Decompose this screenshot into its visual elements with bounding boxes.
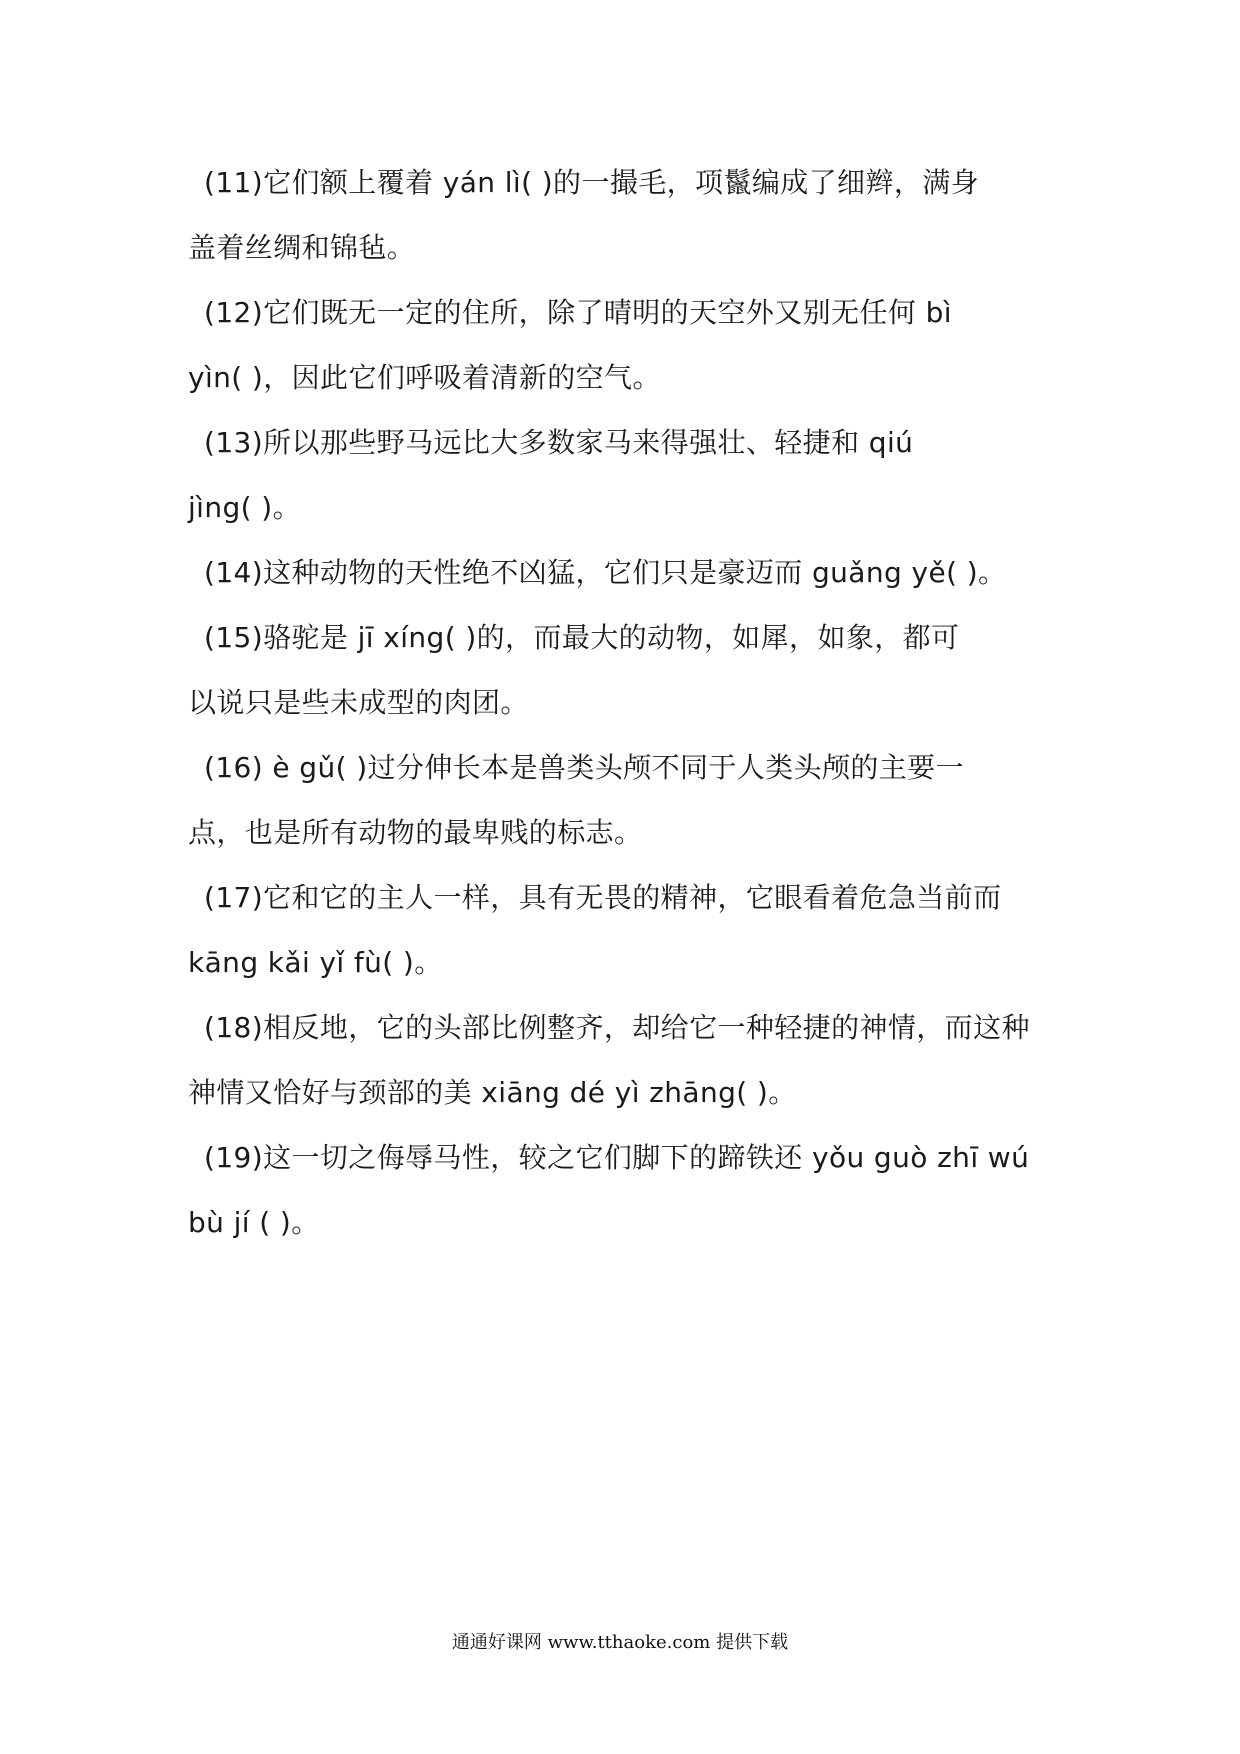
exercise-item-13 [188,410,1068,540]
exercise-line: yìn( )，因此它们呼吸着清新的空气。 [188,361,661,394]
exercise-list [188,150,1068,1255]
exercise-line: bù jí ( )。 [188,1206,320,1239]
exercise-item-14 [188,540,1068,605]
exercise-item-16 [188,735,1068,865]
exercise-item-11 [188,150,1068,280]
exercise-line: (13)所以那些野马远比大多数家马来得强壮、轻捷和 qiú [204,426,914,459]
exercise-line: (12)它们既无一定的住所，除了晴明的天空外又别无任何 bì [204,296,952,329]
exercise-line: (16) è gǔ( )过分伸长本是兽类头颅不同于人类头颅的主要一 [204,751,964,784]
exercise-item-12 [188,280,1068,410]
exercise-line: kāng kǎi yǐ fù( )。 [188,946,443,979]
exercise-line: (11)它们额上覆着 yán lì( )的一撮毛，项鬣编成了细辫，满身 [204,166,980,199]
page-footer: 通通好课网 www.tthaoke.com 提供下载 [451,1632,789,1653]
exercise-line: (17)它和它的主人一样，具有无畏的精神，它眼看着危急当前而 [204,881,1002,914]
exercise-item-17 [188,865,1068,995]
exercise-line: 点，也是所有动物的最卑贱的标志。 [188,816,643,849]
exercise-line: (15)骆驼是 jī xíng( )的，而最大的动物，如犀，如象，都可 [204,621,960,654]
exercise-line: (19)这一切之侮辱马性，较之它们脚下的蹄铁还 yǒu guò zhī wú [204,1141,1030,1174]
exercise-item-15 [188,605,1068,735]
exercise-line: 盖着丝绸和锦毡。 [188,231,416,264]
exercise-line: 神情又恰好与颈部的美 xiāng dé yì zhāng( )。 [188,1076,797,1109]
exercise-item-19 [188,1125,1068,1255]
exercise-line: jìng( )。 [188,491,302,524]
exercise-line: (18)相反地，它的头部比例整齐，却给它一种轻捷的神情，而这种 [204,1011,1030,1044]
exercise-line: 以说只是些未成型的肉团。 [188,686,529,719]
exercise-item-18 [188,995,1068,1125]
exercise-line: (14)这种动物的天性绝不凶猛，它们只是豪迈而 guǎng yě( )。 [204,556,1007,589]
